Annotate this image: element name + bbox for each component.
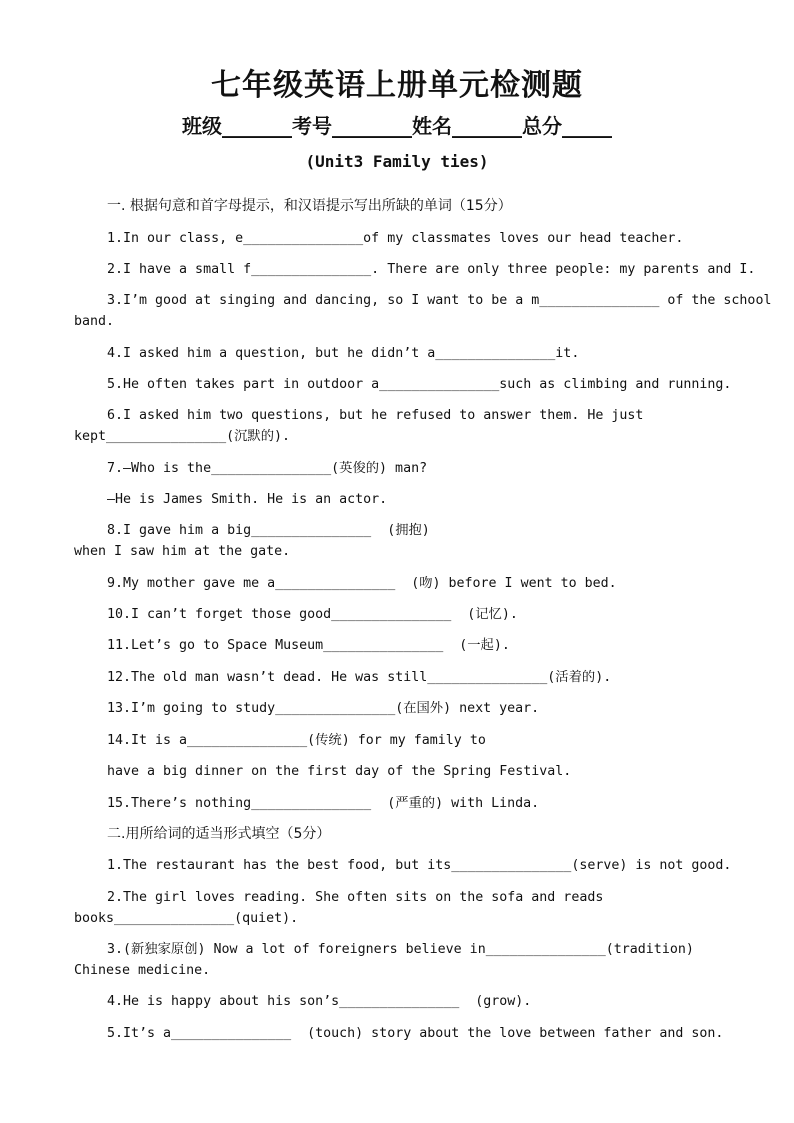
question-1-12: 12.The old man wasn’t dead. He was still_______________(活着的). bbox=[107, 670, 612, 685]
question-2-2-cont: books_______________(quiet). bbox=[74, 911, 299, 926]
question-1-8: 8.I gave him a big_______________ (拥抱) bbox=[107, 523, 430, 538]
question-1-6-cont: kept_______________(沉默的). bbox=[74, 429, 291, 444]
section2-heading: 二.用所给词的适当形式填空（5分） bbox=[107, 826, 331, 842]
question-1-13: 13.I’m going to study_______________(在国外) next year. bbox=[107, 701, 540, 716]
question-1-7-answer: —He is James Smith. He is an actor. bbox=[107, 492, 388, 507]
question-2-4: 4.He is happy about his son’s_______________ (grow). bbox=[107, 994, 532, 1009]
question-1-3: 3.I’m good at singing and dancing, so I want to be a m_______________ of the school bbox=[107, 293, 772, 308]
page-title: 七年级英语上册单元检测题 bbox=[211, 68, 583, 103]
question-1-6: 6.I asked him two questions, but he refused to answer them. He just bbox=[107, 408, 644, 423]
student-info-line: 班级_______考号________姓名_______总分_____ bbox=[182, 114, 612, 138]
question-1-9: 9.My mother gave me a_______________ (吻) before I went to bed. bbox=[107, 576, 617, 591]
question-1-3-cont: band. bbox=[74, 314, 115, 329]
question-1-11: 11.Let’s go to Space Museum_______________ (一起). bbox=[107, 638, 510, 653]
section1-heading: 一. 根据句意和首字母提示，和汉语提示写出所缺的单词（15分） bbox=[107, 198, 512, 214]
question-2-1: 1.The restaurant has the best food, but its_______________(serve) is not good. bbox=[107, 858, 732, 873]
question-1-2: 2.I have a small f_______________. There are only three people: my parents and I. bbox=[107, 262, 756, 277]
question-2-3: 3.(新独家原创) Now a lot of foreigners believe in_______________(tradition) bbox=[107, 942, 694, 957]
question-1-10: 10.I can’t forget those good_______________ (记忆). bbox=[107, 607, 518, 622]
question-2-3-cont: Chinese medicine. bbox=[74, 963, 211, 978]
question-1-14-cont: have a big dinner on the first day of the Spring Festival. bbox=[107, 764, 572, 779]
question-1-15: 15.There’s nothing_______________ (严重的) with Linda. bbox=[107, 796, 540, 811]
question-2-2: 2.The girl loves reading. She often sits on the sofa and reads bbox=[107, 890, 604, 905]
question-1-14: 14.It is a_______________(传统) for my family to bbox=[107, 733, 486, 748]
question-1-4: 4.I asked him a question, but he didn’t a_______________it. bbox=[107, 346, 580, 361]
question-1-5: 5.He often takes part in outdoor a_______________such as climbing and running. bbox=[107, 377, 732, 392]
question-1-8-cont: when I saw him at the gate. bbox=[74, 544, 291, 559]
question-1-1: 1.In our class, e_______________of my classmates loves our head teacher. bbox=[107, 231, 684, 246]
question-1-7: 7.—Who is the_______________(英俊的) man? bbox=[107, 461, 428, 476]
question-2-5: 5.It’s a_______________ (touch) story about the love between father and son. bbox=[107, 1026, 724, 1041]
unit-title: (Unit3 Family ties) bbox=[305, 152, 489, 171]
